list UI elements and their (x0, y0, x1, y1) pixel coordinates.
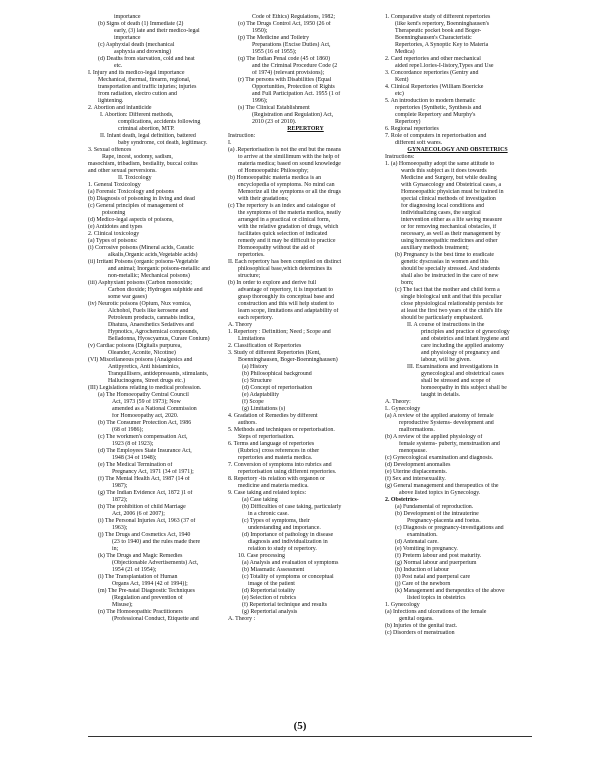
text-line: (o) The Drugs Control Act, 1950 (26 of (238, 21, 331, 27)
text-line: (Objectionable Advertisements) Act, (112, 560, 199, 566)
text-line: 1955 (16 of 1955); (252, 49, 297, 55)
text-line: (a) History (242, 364, 268, 370)
text-line: (b) In order to explore and derive full (228, 280, 317, 286)
text-line: facilitates quick selection of indicated (238, 231, 328, 237)
text-line: encyclopedia of symptoms. No mind can (238, 182, 335, 188)
text-line: Instruction: (228, 133, 256, 139)
text-line: of Homoeopathic Philosophy; (238, 168, 309, 174)
text-line: for diagnosing local conditions and (401, 203, 485, 209)
text-line: Rape, incest, sodomy, sadism, (102, 154, 173, 160)
text-line: baby syndrome, cot death, legitimacy. (118, 140, 208, 146)
text-line: 2. Abortion and infanticide (88, 105, 152, 111)
text-line: 1. Repertory : Definition; Need ; Scope and (228, 329, 331, 335)
text-line: Antipyretics, Anti histaminics, (108, 364, 180, 370)
text-line: (Professional Conduct, Etiquette and (112, 616, 199, 622)
text-line: 1954 (21 of 1954); (112, 567, 157, 573)
text-line: with Gynaecology and Obstetrical cases, a (401, 182, 502, 188)
text-line: repertorisation using different repertories. (238, 469, 337, 475)
text-line: (a) Analysis and evaluation of symptoms (242, 560, 339, 566)
text-line: (f) Repertorial technique and results (242, 602, 328, 608)
text-line: shall also be instructed in the care of new (401, 273, 499, 279)
text-line: 1. General Toxicology (88, 182, 141, 188)
text-line: Homoeopathy without the aid of (238, 245, 315, 251)
text-line: (d) Importance of pathology in disease (242, 532, 334, 538)
text-line: (s) The Clinical Establishment (238, 105, 310, 111)
text-line: close physiological relationship persists for (401, 301, 504, 307)
text-line: (c) The workmen's compensation Act, (98, 434, 188, 440)
text-line: REPERTORY (287, 126, 324, 132)
text-line: (c) General principles of management of (88, 203, 184, 209)
text-line: (m) The Pre-natal Diagnostic Techniques (98, 588, 195, 594)
text-line: (c) Diagnosis or pregnancy-investigations and (395, 525, 504, 531)
text-line: GYNAECOLOGY AND OBSTETRICS (407, 147, 508, 153)
text-line: Oleander, Aconite, Nicotine) (108, 350, 176, 356)
text-line: importance (114, 35, 141, 41)
text-line: (b) Injuries of the genital tract. (385, 623, 458, 629)
text-line: 1950); (252, 28, 268, 34)
text-line: menopause. (399, 448, 427, 454)
text-line: to arrive at the simillimum with the help of (238, 154, 340, 160)
text-line: individualizing cases, the surgical (401, 210, 481, 216)
text-line: Mechanical, thermal, firearm, regional, (98, 77, 191, 83)
text-line: Steps of repertorisation. (238, 434, 295, 440)
text-line: Limitations (238, 336, 266, 342)
text-line: 3. Concordance repertories (Gentry and (385, 70, 479, 76)
text-line: (q) The Indian Penal code (45 of 1860) (238, 56, 330, 62)
text-line: II. Infant death, legal definition, battered (100, 133, 196, 139)
text-line: 1963); (112, 525, 128, 531)
text-line: and Full Participation Act. 1955 (1 of (252, 91, 341, 97)
text-line: arranged in a practical or clinical form, (238, 217, 331, 223)
text-line: at least the first two years of the child's life (401, 308, 503, 314)
text-line: (c) Totality of symptoms or conceptual (242, 574, 334, 580)
text-line: Tranquillisers, antidepressants, stimulants, (108, 371, 209, 377)
text-line: taught in details. (421, 392, 461, 398)
text-line: 1. (a) Homoeopathy adopt the same attitude to (385, 161, 495, 167)
text-line: born; (401, 280, 414, 286)
text-line: construction and this will help student to (238, 301, 334, 307)
text-line: learn scope, limitations and adaptability of (238, 308, 339, 314)
text-line: I. Injury and its medico-legal importance (88, 70, 185, 76)
text-line: remedy and it may be difficult to practice (238, 238, 336, 244)
text-line: (e) The Medical Termination of (98, 462, 173, 468)
text-line: (68 of 1986); (112, 427, 144, 433)
text-line: homoeopathy in this subject shall be (421, 385, 507, 391)
text-line: genetic dyscrasias in women and this (401, 259, 489, 265)
text-line: (Rubrics) cross references in other (238, 448, 320, 454)
text-line: image of the patient (248, 581, 295, 587)
text-line: Opportunities, Protection of Rights (252, 84, 335, 90)
text-line: Pregnancy-placenta and foetus. (407, 518, 481, 524)
text-line: and animal; Inorganic poisons-metallic and (108, 266, 210, 272)
text-line: 2. Clinical toxicology (88, 231, 140, 237)
text-line: 4. Clinical Repertories (William Boericke (385, 84, 484, 90)
text-line: (g) Limitations (s) (242, 406, 286, 412)
text-line: (f) Preterm labour and post maturity. (395, 553, 482, 559)
text-line: Act, 2006 (6 of 2007); (112, 511, 165, 517)
text-line: lightening. (98, 98, 124, 104)
text-line: the symptoms of the materia medica, neatly (238, 210, 341, 216)
text-line: (b) Philosophical background (242, 371, 312, 377)
text-line: 1996); (252, 98, 268, 104)
text-line: (i) Post natal and puerperal care (395, 574, 471, 580)
text-line: above listed topics in Gynecology. (399, 490, 481, 496)
text-line: 2. Obstetrics- (385, 497, 419, 503)
text-line: (e) Adaptability (242, 392, 280, 398)
text-line: in; (112, 546, 119, 552)
text-line: complete Repertory and Murphy's (395, 112, 476, 118)
text-line: structure; (238, 273, 261, 279)
text-line: auxiliary methods treatment; (401, 245, 469, 251)
text-line: genital organs. (399, 616, 434, 622)
column-right (385, 14, 530, 637)
text-line: Instructions: (385, 154, 415, 160)
text-line: 1. Gynecology (385, 602, 420, 608)
text-line: (i) The Personal Injuries Act, 1963 (37 of (98, 518, 196, 524)
text-line: Boenninghausen, Boger-Boenninghausen) (238, 357, 338, 363)
text-line: 6. Terms and language of repertories (228, 441, 315, 447)
text-line: 3. Study of different Repertories (Kent, (228, 350, 321, 356)
column-middle (228, 14, 383, 623)
text-line: diagnosis and individualization in (248, 539, 328, 545)
text-line: (p) The Medicine and Toiletry (238, 35, 310, 41)
text-line: (g) The Indian Evidence Act, 1872 )1 of (98, 490, 193, 496)
text-line: (like kent's repertory, Boenninghausen's (395, 21, 490, 27)
text-line: (f) Sex and intersexuality. (385, 476, 446, 482)
text-line: 7. Conversion of symptoms into rubrics and (228, 462, 332, 468)
text-line: using homoeopathic medicines and other (401, 238, 498, 244)
text-line: for Homoeopathy act, 2020. (112, 413, 179, 419)
text-line: listed topics in obstetrics (407, 595, 466, 601)
text-line: (Registration and Regulation) Act, (252, 112, 334, 118)
text-line: female systems- puberty, menstruation and (399, 441, 500, 447)
text-line: 3. Sexual offences (88, 147, 132, 153)
text-line: (g) General management and therapeutics of the (385, 483, 499, 489)
text-line: Repertories, A Synoptic Key to Materia (395, 42, 489, 48)
text-line: (b) Homoeopathic materia medica is an (228, 175, 322, 181)
text-line: different soft wares. (395, 140, 443, 146)
text-line: (l) The Transplantation of Human (98, 574, 178, 580)
text-line: (c) The repertory is an index and catalogue of (228, 203, 336, 209)
text-line: repertories. (238, 252, 265, 258)
text-line: 1987); (112, 483, 128, 489)
text-line: Hallucinogens, Street drugs etc.) (108, 378, 186, 384)
text-line: (Regulation and prevention of (112, 595, 183, 601)
text-line: (b) Signs of death (1) Immediate (2) (98, 21, 184, 27)
text-line: 10. Case processing (238, 553, 285, 559)
text-line: 1872); (112, 497, 128, 503)
text-line: (a) A review of the applied anatomy of female (385, 413, 494, 419)
text-line: with their gradations; (238, 196, 289, 202)
text-line: (c) The fact that the mother and child form a (395, 287, 500, 293)
text-line: special clinical methods of investigation (401, 196, 496, 202)
text-line: (III) Legislations relating to medical profession. (88, 385, 202, 391)
footer-rule (88, 736, 532, 737)
text-line: (iv) Neurotic poisons (Opium, Nux vomica, (88, 301, 192, 307)
text-line: principles and practice of gynecology (421, 329, 510, 335)
text-line: authors. (238, 420, 257, 426)
text-line: (a) Forensic Toxicology and poisons (88, 189, 174, 195)
text-line: Carbon dioxide; Hydrogen sulphide and (108, 287, 203, 293)
text-line: necessary, as well as their management by (401, 231, 501, 237)
text-line: poisoning (102, 210, 126, 216)
text-line: (a) .Repertorisation is not the end but the means (228, 147, 342, 153)
text-line: Repertory) (395, 119, 421, 125)
text-line: Code of Ethics) Regulations, 1982; (252, 14, 335, 20)
text-line: (c) Disorders of menstruation (385, 630, 455, 636)
text-line: (b) Pregnancy is the best time to eradicate (395, 252, 494, 258)
text-line: (d) Repertorial totality (242, 588, 295, 594)
text-line: (h) The prohibition of child Marriage (98, 504, 186, 510)
text-line: malformations. (399, 427, 435, 433)
page-number: (5) (293, 720, 307, 732)
text-line: Medicine and Surgery, but while dealing (401, 175, 497, 181)
text-line: repertories and materia medica. (238, 455, 313, 461)
text-line: 5. An introduction to modern thematic (385, 98, 476, 104)
text-line: I. Abortion: Different methods, (100, 112, 174, 118)
text-line: Preparations (Excise Duties) Act, (252, 42, 331, 48)
text-line: (b) Development of the intrauterine (395, 511, 479, 517)
text-line: 4. Gradation of Remedies by different (228, 413, 318, 419)
text-line: (d) Antenatal care. (395, 539, 439, 545)
text-line: etc) (395, 91, 404, 97)
text-line: (c) Gynecological examination and diagnosis. (385, 455, 494, 461)
text-line: and the Criminal Procedure Code (2 (252, 63, 338, 69)
text-line: (b) Diagnosis of poisoning in living and dead (88, 196, 195, 202)
text-line: or for removing mechanical obstacles, if (401, 224, 497, 230)
text-line: (d) Development anomalies (385, 462, 451, 468)
text-line: Homoeopathic physician must be trained in (401, 189, 504, 195)
text-line: reproductive Systems- development and (399, 420, 494, 426)
text-line: single biological unit and that this peculiar (401, 294, 502, 300)
text-line: amended as a National Commission (112, 406, 197, 412)
text-line: III. Examinations and investigations in (407, 364, 499, 370)
text-line: (j) The Drugs and Cosmetics Act, 1940 (98, 532, 191, 538)
text-line: Petroleum products, cannabis indica, (108, 315, 195, 321)
text-line: masochism, tribadism, bestiality, buccal coitus (88, 161, 198, 167)
text-line: care including the applied anatomy (421, 343, 504, 349)
text-line: (d) Medico-legal aspects of poisons, (88, 217, 174, 223)
text-line: 1948 (34 of 1948); (112, 455, 157, 461)
text-line: Organs Act, 1994 (42 of 1994)]; (112, 581, 188, 587)
text-line: (f) Scope (242, 399, 264, 405)
text-line: I.. Gynecology (385, 406, 421, 412)
text-line: understanding and importance. (248, 525, 321, 531)
text-line: shall be stressed and scope of (421, 378, 491, 384)
text-line: (23 to 1940) and the rules made there (112, 539, 201, 545)
text-line: and physiology of pregnancy and (421, 350, 500, 356)
text-line: transportation and traffic injuries; injuries (98, 84, 197, 90)
text-line: Memorize all the symptoms or all the drugs (238, 189, 341, 195)
text-line: (h) Induction of labour (395, 567, 449, 573)
text-line: (iii) Asphyxiant poisons (Carbon monoxide; (88, 280, 193, 286)
text-line: Pregnancy Act, 1971 (34 of 1971); (112, 469, 194, 475)
text-line: Belladonna, Hyoscyamus, Curare Conium) (108, 336, 210, 342)
text-line: (c) Types of symptoms, their (242, 518, 310, 524)
text-line: 6. Regional repertories (385, 126, 439, 132)
text-line: philosophical base,which determines its (238, 266, 332, 272)
text-line: A. Theory: (385, 399, 411, 405)
text-line: alkalis,Organic acids,Vegetable acids) (108, 252, 198, 258)
text-line: (a) Fundamental of reproduction. (395, 504, 474, 510)
text-line: importance (114, 14, 141, 20)
text-line: intervention either as a life saving measure (401, 217, 503, 223)
text-line: 1923 (8 of 1923); (112, 441, 154, 447)
text-line: asphyxia and drowning) (114, 49, 171, 55)
text-line: relation to study of repertory. (248, 546, 317, 552)
text-line: with the relative gradation of drugs, which (238, 224, 339, 230)
text-line: (e) Antidotes and types (88, 224, 143, 230)
text-line: 2. Classification of Repertories (228, 343, 302, 349)
text-line: Misuse); (112, 602, 133, 608)
text-line: Kent) (395, 77, 409, 83)
text-line: Hypnotics, Agrochemical compounds, (108, 329, 199, 335)
text-line: (VI) Miscellaneous poisons (Analgesics and (88, 357, 193, 363)
text-line: from radiation, electro cution and (98, 91, 178, 97)
text-line: (b) Difficulties of case taking, particularly (242, 504, 342, 510)
text-line: (d) Concept of repertorisation (242, 385, 313, 391)
text-line: (n) The Homoeopathic Practitioners (98, 609, 183, 615)
text-line: early, (3) late and their medico-legal (114, 28, 200, 34)
text-line: (v) Cardiac poisons (Digitalis purpurea, (88, 343, 182, 349)
text-line: repertories (Synthetic, Synthesis and (395, 105, 482, 111)
text-line: (e) Vomiting in pregnancy. (395, 546, 458, 552)
text-line: A. Theory : (228, 616, 256, 622)
text-line: labour, will be given. (421, 357, 471, 363)
text-line: 9. Case taking and related topics: (228, 490, 307, 496)
text-line: (d) Deaths from starvation, cold and heat (98, 56, 195, 62)
text-line: each repertory. (238, 315, 273, 321)
text-line: (c) Structure (242, 378, 272, 384)
text-line: (k) Management and therapeutics of the above (395, 588, 505, 594)
text-line: should be particularly emphasized. (401, 315, 484, 321)
text-line: II. Each repertory has been compiled on distinct (228, 259, 342, 265)
text-line: II. Toxicology (118, 175, 152, 181)
text-line: 1. Comparative study of different repertories (385, 14, 491, 20)
text-line: (e) Uterine displacements. (385, 469, 447, 475)
text-line: 2010 (23 of 2010). (252, 119, 297, 125)
text-line: (e) Selection of rubrics (242, 595, 297, 601)
text-line: A. Theory (228, 322, 253, 328)
text-line: (k) The Drugs and Magic Remedies (98, 553, 183, 559)
text-line: (f) The Mental Health Act, 1987 (14 of (98, 476, 190, 482)
text-line: I. (228, 140, 232, 146)
text-line: Act, 1973 (59 of 1973); Now (112, 399, 181, 405)
text-line: (i) Corrosive poisons (Mineral acids, Caustic (88, 245, 195, 251)
text-line: advantage of repertory, it is important to (238, 287, 333, 293)
text-line: criminal abortion, MTP. (118, 126, 175, 132)
text-line: materia medica; based on sound knowledge (238, 161, 341, 167)
text-line: (a) Infections and ulcerations of the female (385, 609, 487, 615)
text-line: 7. Role of computers in repertorisation and (385, 133, 487, 139)
text-line: examination. (407, 532, 438, 538)
text-line: grasp thoroughly its conceptual base and (238, 294, 335, 300)
text-line: (a) Types of poisons: (88, 238, 138, 244)
text-line: (g) Repertorial analysis (242, 609, 298, 615)
text-line: in a chronic case. (248, 511, 289, 517)
text-line: (a) The Homoeopathy Central Council (98, 392, 189, 398)
text-line: gynecological and obstetrical cases (421, 371, 504, 377)
text-line: and obstetrics and infant hygiene and (421, 336, 509, 342)
text-line: (j) Care of the newborn (395, 581, 451, 587)
text-line: 2. Card repertories and other mechanical (385, 56, 481, 62)
text-line: non-metallic; Mechanical poisons) (108, 273, 190, 279)
text-line: (r) The persons with Disabilities (Equal (238, 77, 332, 83)
text-line: medicine and materia medica. (238, 483, 309, 489)
text-line: (ii) Irritant Poisons (organic poisons-Vegetable (88, 259, 199, 265)
text-line: Therapeutic pocket book and Boger- (395, 28, 482, 34)
text-line: Dhatura, Anaesthetics Sedatives and (108, 322, 194, 328)
column-left (88, 14, 228, 623)
text-line: Boenninghausen's Characteristic (395, 35, 472, 41)
text-line: (b) Miasmatic Assessment (242, 567, 305, 573)
text-line: Medica) (395, 49, 415, 55)
text-line: (b) The Consumer Protection Act, 1986 (98, 420, 192, 426)
text-line: should be specially stressed. And students (401, 266, 500, 272)
text-line: complications, accidents following (118, 119, 201, 125)
text-line: aided repe1.lories-I-listory,Types and Use (395, 63, 494, 69)
text-line: some war gases) (108, 294, 147, 300)
text-line: and other sexual perversions. (88, 168, 157, 174)
text-line: of 1974) (relevant provisions); (252, 70, 325, 76)
text-line: (c) Asphyxial death (mechanical (98, 42, 175, 48)
text-line: II. A course of instructions in the (407, 322, 485, 328)
text-line: wards this subject as it does towards (401, 168, 487, 174)
text-line: 8. Repertory -its relation with organon or (228, 476, 325, 482)
text-line: 5. Methods and techniques or repertorisation. (228, 427, 335, 433)
text-line: (d) The Employees State Insurance Act, (98, 448, 192, 454)
text-line: etc. (114, 63, 123, 69)
text-line: Alchohol, Fuels like kerosene and (108, 308, 189, 314)
text-line: (a) Case taking (242, 497, 278, 503)
text-line: (g) Normal labour and puerperium (395, 560, 477, 566)
text-line: (b) A review of the applied physiology of (385, 434, 483, 440)
